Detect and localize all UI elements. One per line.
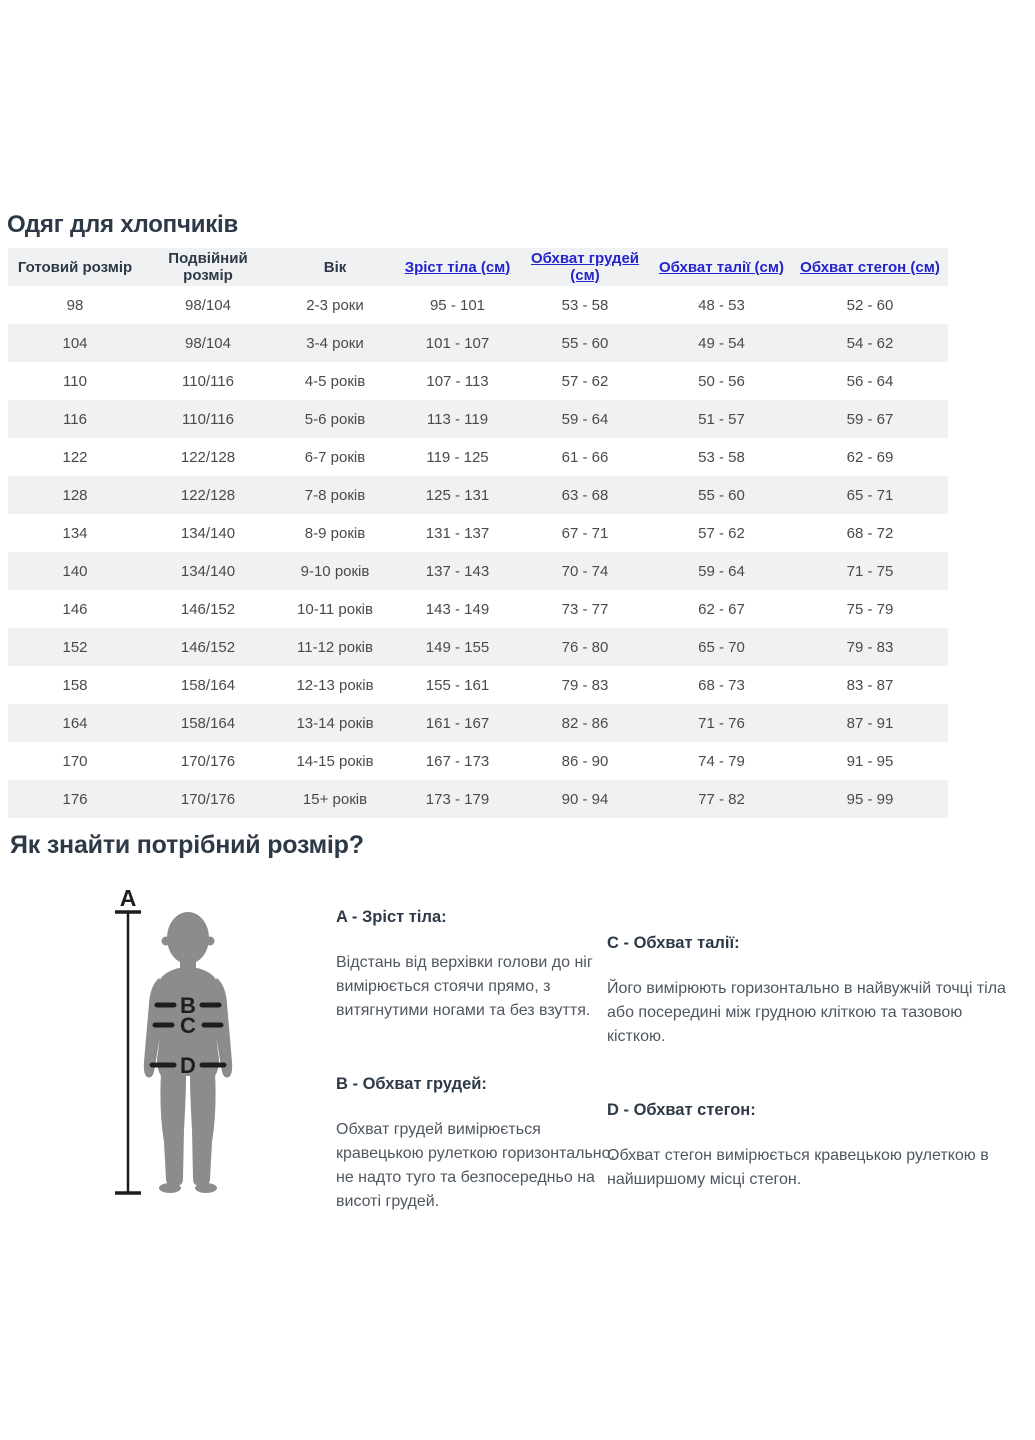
table-cell: 7-8 років: [304, 486, 366, 504]
table-cell: 149 - 155: [425, 638, 490, 656]
table-cell: 140: [62, 562, 88, 580]
table-cell: 146/152: [180, 638, 236, 656]
table-cell: 119 - 125: [426, 448, 489, 466]
table-cell: 131 - 137: [425, 524, 490, 542]
table-cell: 56 - 64: [846, 372, 894, 390]
table-cell: 71 - 76: [698, 714, 745, 732]
table-cell: 110: [63, 372, 87, 390]
table-cell: 125 - 131: [425, 486, 490, 504]
table-row: [8, 362, 948, 400]
table-cell: 110/116: [182, 410, 234, 428]
guide-section-heading: D - Обхват стегон:: [607, 1101, 756, 1119]
guide-section-text: Відстань від верхівки голови до ніг вимірюється стоячи прямо, з витягнутими ногами та без взуття.: [336, 954, 593, 1019]
guide-section-text: Обхват грудей вимірюється кравецькою рулеткою горизонтально, не надто туго та безпосередньо на висоті грудей.: [336, 1121, 615, 1210]
figure-label-a: A: [119, 885, 137, 911]
table-cell: 82 - 86: [561, 714, 609, 732]
table-cell: 161 - 167: [425, 714, 490, 732]
table-cell: 101 - 107: [425, 334, 490, 352]
table-row: [8, 780, 948, 818]
table-cell: 146/152: [180, 600, 236, 618]
table-row: [8, 400, 948, 438]
table-cell: 11-12 років: [297, 638, 373, 656]
table-cell: 143 - 149: [425, 600, 490, 618]
table-row: [8, 628, 948, 666]
table-cell: 55 - 60: [561, 334, 609, 352]
table-cell: 98: [66, 296, 84, 314]
table-cell: 98/104: [185, 334, 231, 352]
guide-section-hips: [607, 1100, 1019, 1192]
column-header-double-size: Подвійний розмір: [168, 250, 248, 284]
table-cell: 76 - 80: [561, 638, 609, 656]
table-cell: 59 - 67: [846, 410, 894, 428]
table-cell: 95 - 99: [846, 790, 894, 808]
table-cell: 12-13 років: [296, 676, 374, 694]
table-cell: 15+ років: [302, 790, 368, 808]
table-row: [8, 438, 948, 476]
table-cell: 134: [62, 524, 88, 542]
table-cell: 49 - 54: [698, 334, 745, 352]
column-header-hips: [792, 248, 948, 286]
table-row: [8, 704, 948, 742]
table-cell: 79 - 83: [846, 638, 894, 656]
table-cell: 53 - 58: [698, 448, 745, 466]
table-cell: 59 - 64: [698, 562, 745, 580]
table-cell: 170/176: [180, 752, 236, 770]
column-header-age: Вік: [323, 258, 347, 276]
table-cell: 61 - 66: [561, 448, 609, 466]
table-cell: 63 - 68: [561, 486, 609, 504]
table-cell: 9-10 років: [300, 562, 370, 580]
table-cell: 176: [62, 790, 88, 808]
table-cell: 170/176: [180, 790, 236, 808]
table-cell: 107 - 113: [426, 372, 489, 390]
body-height-link[interactable]: Зріст тіла (см): [404, 258, 511, 276]
table-cell: 62 - 67: [698, 600, 745, 618]
table-cell: 122/128: [180, 486, 236, 504]
column-header-chest: [519, 248, 651, 286]
table-cell: 67 - 71: [561, 524, 609, 542]
table-cell: 13-14 років: [296, 714, 374, 732]
guide-section-text: Його вимірюють горизонтально в найвужчій точці тіла або посередині між грудною кліткою та тазовою кісткою.: [607, 980, 1006, 1045]
table-cell: 134/140: [180, 562, 236, 580]
child-silhouette-graphic: [95, 880, 285, 1210]
table-cell: 83 - 87: [846, 676, 894, 694]
table-cell: 110/116: [182, 372, 234, 390]
size-table-header-row: [8, 248, 948, 286]
chest-link[interactable]: Обхват грудей (см): [530, 250, 640, 284]
table-row: [8, 552, 948, 590]
guide-section-heading: C - Обхват талії:: [607, 934, 740, 952]
table-cell: 73 - 77: [561, 600, 609, 618]
waist-link[interactable]: Обхват талії (см): [659, 258, 784, 276]
guide-section-height: [336, 907, 631, 1023]
table-cell: 91 - 95: [846, 752, 894, 770]
size-table: [8, 248, 948, 818]
table-cell: 77 - 82: [698, 790, 745, 808]
table-cell: 2-3 роки: [306, 296, 364, 314]
table-cell: 113 - 119: [426, 410, 489, 428]
size-table-body: [8, 286, 948, 818]
table-cell: 87 - 91: [846, 714, 894, 732]
table-cell: 5-6 років: [304, 410, 366, 428]
guide-section-chest: [336, 1074, 631, 1214]
table-cell: 158/164: [180, 676, 236, 694]
column-header-waist: [651, 248, 792, 286]
guide-section-text: Обхват стегон вимірюється кравецькою рулеткою в найширшому місці стегон.: [607, 1147, 989, 1188]
table-cell: 52 - 60: [846, 296, 894, 314]
table-cell: 8-9 років: [304, 524, 366, 542]
table-cell: 70 - 74: [561, 562, 609, 580]
table-cell: 62 - 69: [846, 448, 894, 466]
table-row: [8, 590, 948, 628]
table-cell: 128: [62, 486, 88, 504]
table-cell: 65 - 71: [846, 486, 894, 504]
figure-label-b: B: [180, 993, 196, 1018]
page-title: Одяг для хлопчиків: [7, 211, 239, 238]
table-row: [8, 514, 948, 552]
table-cell: 71 - 75: [846, 562, 894, 580]
table-cell: 6-7 років: [304, 448, 366, 466]
table-row: [8, 286, 948, 324]
measurement-figure: [95, 880, 285, 1210]
table-cell: 152: [62, 638, 88, 656]
table-cell: 158/164: [180, 714, 236, 732]
table-cell: 48 - 53: [698, 296, 745, 314]
table-cell: 134/140: [180, 524, 236, 542]
table-cell: 158: [62, 676, 88, 694]
table-cell: 57 - 62: [561, 372, 609, 390]
table-cell: 14-15 років: [296, 752, 374, 770]
table-cell: 104: [62, 334, 88, 352]
table-cell: 53 - 58: [561, 296, 609, 314]
table-cell: 146: [62, 600, 88, 618]
table-cell: 54 - 62: [846, 334, 894, 352]
table-cell: 51 - 57: [698, 410, 745, 428]
table-cell: 10-11 років: [297, 600, 373, 618]
table-cell: 90 - 94: [561, 790, 609, 808]
table-cell: 65 - 70: [698, 638, 745, 656]
table-cell: 79 - 83: [561, 676, 609, 694]
height-measure-line: [115, 912, 141, 1193]
hips-link[interactable]: Обхват стегон (см): [800, 258, 940, 276]
guide-section-waist: [607, 933, 1019, 1049]
table-cell: 75 - 79: [846, 600, 894, 618]
table-cell: 95 - 101: [429, 296, 486, 314]
table-cell: 68 - 72: [846, 524, 894, 542]
table-cell: 59 - 64: [561, 410, 609, 428]
figure-label-c: C: [180, 1013, 196, 1038]
table-cell: 167 - 173: [425, 752, 490, 770]
table-row: [8, 742, 948, 780]
guide-section-heading: B - Обхват грудей:: [336, 1075, 487, 1093]
table-cell: 137 - 143: [425, 562, 490, 580]
table-cell: 3-4 роки: [306, 334, 364, 352]
table-cell: 4-5 років: [304, 372, 366, 390]
table-cell: 86 - 90: [561, 752, 609, 770]
table-cell: 50 - 56: [698, 372, 745, 390]
table-cell: 170: [62, 752, 88, 770]
table-cell: 173 - 179: [425, 790, 490, 808]
table-cell: 122: [62, 448, 88, 466]
table-cell: 164: [62, 714, 88, 732]
table-row: [8, 666, 948, 704]
table-row: [8, 324, 948, 362]
figure-label-d: D: [180, 1053, 196, 1078]
guide-section-heading: A - Зріст тіла:: [336, 908, 447, 926]
table-cell: 55 - 60: [698, 486, 745, 504]
table-cell: 57 - 62: [698, 524, 745, 542]
table-row: [8, 476, 948, 514]
column-header-body-height: [396, 248, 519, 286]
table-cell: 122/128: [180, 448, 236, 466]
table-cell: 98/104: [185, 296, 231, 314]
table-cell: 68 - 73: [698, 676, 745, 694]
table-cell: 74 - 79: [698, 752, 745, 770]
column-header-ready-size: Готовий розмір: [17, 258, 133, 276]
table-cell: 155 - 161: [425, 676, 490, 694]
table-cell: 116: [63, 410, 87, 428]
guide-title: Як знайти потрібний розмір?: [10, 831, 364, 859]
